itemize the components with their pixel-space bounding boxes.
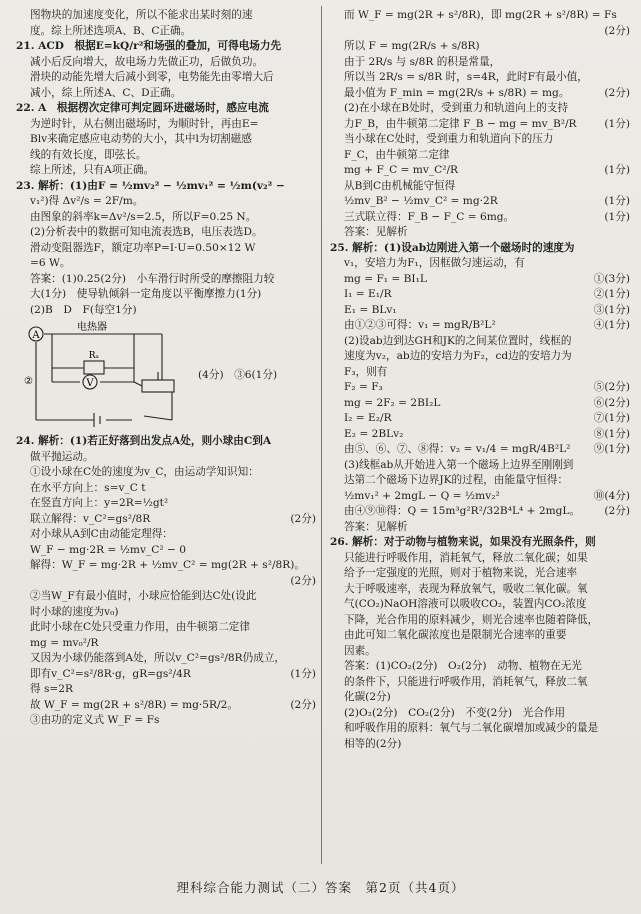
text-line (330, 628, 630, 644)
text-line (330, 458, 630, 474)
text-line (330, 70, 630, 86)
line-text: (2)分析表中的数据可知电流表选B，电压表选D。 (30, 226, 263, 238)
line-text: 又因为小球仍能落到A处，所以v_C²=gs²/8R仍成立， (30, 652, 286, 664)
line-text: ③由功的定义式 W_F = Fs (30, 714, 160, 726)
line-text: 的条件下，只能进行呼吸作用，消耗氧气，释放二氧 (344, 675, 588, 688)
text-line (330, 582, 630, 598)
text-line (16, 70, 316, 86)
text-line (330, 210, 630, 226)
text-line (330, 86, 630, 102)
score-mark: (2分) (604, 24, 630, 37)
text-line (330, 318, 630, 334)
line-text: 25. 解析：(1)设ab边刚进入第一个磁场时的速度为 (330, 241, 575, 254)
text-line (330, 349, 630, 365)
text-line (16, 241, 316, 257)
text-line (16, 225, 316, 241)
text-line (16, 117, 316, 133)
line-text: 滑动变阻器选F，额定功率P=I·U=0.50×12 W (30, 241, 256, 254)
text-line (16, 303, 316, 319)
line-text: 由于 2R/s 与 s/8R 的积是常量， (344, 55, 501, 68)
text-line (16, 481, 316, 497)
line-text: (2)在小球在B处时，受到重力和轨道向上的支持 (344, 102, 569, 114)
text-line (330, 566, 630, 582)
text-line (330, 473, 630, 489)
line-text: Blv来确定感应电动势的大小，其中l为切割磁感 (30, 133, 252, 145)
line-text: 由此可知二氧化碳浓度也是限制光合速率的重要 (344, 629, 567, 641)
circuit-score: (4分) ③6(1分) (198, 369, 278, 382)
text-line (330, 721, 630, 737)
text-line (16, 450, 316, 466)
score-mark: ⑥(2分) (593, 396, 630, 409)
text-line (16, 651, 316, 667)
line-text: 由①②③可得：v₁ = mgR/B²L² (344, 319, 496, 331)
text-line (330, 535, 630, 551)
text-line (16, 287, 316, 303)
text-line (16, 496, 316, 512)
line-text: (2)设ab边到达GH和JK的之间某位置时，线框的 (344, 334, 572, 347)
text-line (16, 86, 316, 102)
score-mark: ①(3分) (593, 272, 630, 285)
line-text: F₂ = F₃ (344, 381, 383, 393)
line-text: 三式联立得：F_B − F_C = 6mg。 (344, 210, 515, 223)
line-text: 解得：W_F = mg·2R + ½mv_C² = mg(2R + s²/8R)。 (30, 559, 305, 571)
text-line (16, 55, 316, 71)
left-column (16, 8, 316, 729)
text-line (330, 117, 630, 133)
line-text: 在水平方向上：s=v_C t (30, 481, 146, 494)
text-line (16, 132, 316, 148)
score-mark: (2分) (290, 698, 316, 711)
text-line (16, 620, 316, 636)
line-text: mg + F_C = mv_C²/R (344, 164, 459, 176)
text-line (330, 272, 630, 288)
text-line (16, 24, 316, 40)
text-line (16, 589, 316, 605)
line-text: E₁ = BLv₁ (344, 303, 397, 316)
line-text: 减小，综上所述A、C、D正确。 (30, 86, 182, 99)
text-line (16, 636, 316, 652)
text-line (330, 504, 630, 520)
circuit-diagram (22, 320, 316, 432)
text-line (16, 713, 316, 729)
right-column (330, 8, 630, 752)
text-line (16, 8, 316, 24)
line-text: ②当W_F有最小值时，小球应恰能到达C处(设此 (30, 590, 257, 602)
line-text: 答案：见解析 (344, 226, 408, 238)
line-text: 26. 解析：对于动物与植物来说，如果没有光照条件，则 (330, 536, 596, 548)
line-text: 时小球的速度为v₀) (30, 605, 119, 618)
line-text: (2)O₂(2分) CO₂(2分) 不变(2分) 光合作用 (344, 706, 566, 719)
line-text: 速度为v₂，ab边的安培力为F₂，cd边的安培力为 (344, 350, 572, 362)
text-line (330, 24, 630, 40)
line-text: 23. 解析：(1)由F = ½mv₂² − ½mv₁² = ½m(v₂² − (16, 179, 285, 192)
text-line (16, 101, 316, 117)
text-line (16, 698, 316, 714)
line-text: ①设小球在C处的速度为v_C，由运动学知识知： (30, 466, 259, 478)
line-text: 对小球从A到C由动能定理得： (30, 528, 173, 540)
text-line (16, 179, 316, 195)
line-text: ½mv₁² + 2mgL − Q = ½mv₂² (344, 489, 500, 502)
line-text: 减小后反向增大，故电场力先做正功，后做负功。 (30, 55, 264, 68)
text-line (330, 287, 630, 303)
line-text: 图物块的加速度变化，所以不能求出某时刻的速 (30, 9, 253, 21)
page-footer: 理科综合能力测试（二）答案 第2页（共4页） (176, 880, 465, 895)
score-mark: (2分) (604, 505, 630, 517)
text-line (330, 613, 630, 629)
line-text: 做平抛运动。 (30, 450, 94, 463)
score-mark: (1分) (290, 667, 316, 680)
line-text: 滑块的动能先增大后减小到零，电势能先由零增大后 (30, 71, 274, 83)
line-text: 24. 解析：(1)若正好落到出发点A处，则小球由C到A (16, 435, 272, 447)
text-line (16, 543, 316, 559)
line-text: v₁²)得 Δv²/s = 2F/m。 (30, 195, 144, 207)
text-line (330, 427, 630, 443)
text-line (330, 489, 630, 505)
text-line (330, 179, 630, 195)
line-text: 答案：见解析 (344, 520, 408, 533)
line-text: E₂ = 2BLv₂ (344, 427, 404, 440)
line-text: 给予一定强度的光照，则对于植物来说，光合速率 (344, 567, 578, 579)
line-text: 当小球在C处时，受到重力和轨道向下的压力 (344, 133, 554, 145)
text-line (330, 39, 630, 55)
left-text-block-2 (16, 434, 316, 729)
text-line (330, 55, 630, 71)
line-text: I₂ = E₂/R (344, 412, 392, 424)
text-line (330, 442, 630, 458)
resistor-label: Rₓ (88, 351, 100, 361)
score-mark: (1分) (604, 117, 630, 130)
line-text: 综上所述，只有A项正确。 (30, 164, 155, 176)
score-mark: ⑨(1分) (593, 443, 630, 455)
score-mark: (1分) (604, 210, 630, 223)
text-line (330, 194, 630, 210)
line-text: mg = F₁ = BI₁L (344, 272, 427, 285)
line-text: 答案：(1)CO₂(2分) O₂(2分) 动物、植物在无光 (344, 660, 582, 672)
text-line (330, 706, 630, 722)
text-line (16, 434, 316, 450)
line-text: 力F_B，由牛顿第二定律 F_B − mg = mv_B²/R (344, 117, 577, 130)
line-text: 相等的(2分) (344, 737, 402, 750)
text-line (16, 465, 316, 481)
line-text: v₁，安培力为F₁，因框做匀速运动，有 (344, 257, 525, 269)
text-line (16, 605, 316, 621)
text-line (330, 148, 630, 164)
line-text: 线的有效长度，即弦长。 (30, 148, 147, 161)
text-line (330, 132, 630, 148)
score-mark: ③(1分) (593, 303, 630, 316)
line-text: ½mv_B² − ½mv_C² = mg·2R (344, 195, 498, 207)
circuit-drawing (22, 320, 190, 432)
line-text: 由④⑨⑩得：Q = 15m³g²R²/32B⁴L⁴ + 2mgL。 (344, 505, 581, 517)
line-text: 得 s=2R (30, 683, 73, 695)
text-line (16, 574, 316, 590)
column-divider (321, 6, 322, 864)
text-line (330, 411, 630, 427)
line-text: 而 W_F = mg(2R + s²/8R)，即 mg(2R + s²/8R) = Fs (344, 9, 617, 21)
line-text: (3)线框ab从开始进入第一个磁场上边界至刚刚到 (344, 458, 574, 471)
line-text: mg = 2F₂ = 2BI₂L (344, 396, 441, 409)
line-text: 答案：(1)0.25(2分) 小车滑行时所受的摩擦阻力较 (30, 272, 275, 285)
right-text-block (330, 8, 630, 752)
text-line (16, 148, 316, 164)
line-text: 因素。 (344, 644, 376, 657)
text-line (330, 101, 630, 117)
line-text: 此时小球在C处只受重力作用，由牛顿第二定律 (30, 621, 250, 633)
line-text: 由⑤、⑥、⑦、⑧得：v₂ = v₁/4 = mgR/4B²L² (344, 443, 571, 455)
text-line (16, 527, 316, 543)
text-line (16, 256, 316, 272)
line-text: 即有v_C²=s²/8R·g，gR=gs²/4R (30, 667, 191, 680)
score-mark: ④(1分) (593, 319, 630, 331)
score-mark: ⑩(4分) (593, 489, 630, 502)
text-line (330, 380, 630, 396)
line-text: 由图象的斜率k=Δv²/s=2.5，所以F=0.25 N。 (30, 210, 257, 223)
text-line (16, 682, 316, 698)
line-text: 从B到C由机械能守恒得 (344, 179, 456, 192)
line-text: (2)B D F(每空1分) (30, 303, 137, 316)
circuit-mark: ② (24, 376, 33, 387)
text-line (330, 737, 630, 753)
score-mark: ⑤(2分) (593, 381, 630, 393)
score-mark: (2分) (604, 86, 630, 99)
heater-label: 电热器 (77, 322, 107, 333)
line-text: 达第二个磁场下边界JK的过程，由能量守恒得： (344, 474, 569, 486)
text-line (330, 365, 630, 381)
line-text: F_C，由牛顿第二定律 (344, 148, 450, 161)
line-text: 22. A 根据楞次定律可判定圆环进磁场时，感应电流 (16, 102, 269, 114)
line-text: 为逆时针，从右侧出磁场时，为顺时针，再由E= (30, 117, 259, 130)
score-mark: (1分) (604, 195, 630, 207)
line-text: 只能进行呼吸作用，消耗氧气，释放二氧化碳；如果 (344, 551, 588, 564)
score-mark: ⑧(1分) (593, 427, 630, 440)
voltmeter-label: V (86, 378, 94, 389)
text-line (330, 225, 630, 241)
line-text: 在竖直方向上：y=2R=½gt² (30, 497, 169, 509)
text-line (330, 163, 630, 179)
text-line (330, 241, 630, 257)
text-line (16, 163, 316, 179)
text-line (16, 210, 316, 226)
text-line (330, 256, 630, 272)
line-text: 化碳(2分) (344, 691, 391, 703)
score-mark: ⑦(1分) (593, 412, 630, 424)
score-mark: (2分) (290, 574, 316, 587)
text-line (330, 551, 630, 567)
line-text: 最小值为 F_min = mg(2R/s + s/8R) = mg。 (344, 86, 570, 99)
text-line (330, 396, 630, 412)
line-text: =6 W。 (30, 257, 71, 269)
text-line (330, 303, 630, 319)
text-line (330, 334, 630, 350)
line-text: F₃，则有 (344, 365, 388, 378)
line-text: 度。综上所述选项A、B、C正确。 (30, 24, 192, 37)
line-text: 下降，光合作用的原料减少，则光合速率也随着降低， (344, 613, 599, 626)
text-line (16, 512, 316, 528)
score-mark: (1分) (604, 164, 630, 176)
text-line (330, 690, 630, 706)
line-text: 联立解得：v_C²=gs²/8R (30, 512, 151, 525)
text-line (16, 194, 316, 210)
line-text: 大于呼吸速率，表现为释放氧气，吸收二氧化碳。氧 (344, 582, 588, 595)
score-mark: (2分) (290, 512, 316, 525)
text-line (16, 558, 316, 574)
line-text: 所以当 2R/s = s/8R 时，s=4R，此时F有最小值， (344, 71, 588, 83)
text-line (330, 644, 630, 660)
line-text: 大(1分) 使导轨倾斜一定角度以平衡摩擦力(1分) (30, 288, 262, 300)
text-line (16, 272, 316, 288)
line-text: 21. ACD 根据E=kQ/r²和场强的叠加，可得电场力先 (16, 40, 282, 52)
text-line (330, 675, 630, 691)
line-text: 故 W_F = mg(2R + s²/8R) = mg·5R/2。 (30, 698, 238, 711)
score-mark: ②(1分) (593, 288, 630, 300)
text-line (16, 667, 316, 683)
left-text-block (16, 8, 316, 318)
line-text: 和呼吸作用的原料：氧气与二氧化碳增加或减少的量是 (344, 722, 599, 734)
line-text: 气(CO₂)NaOH溶液可以吸收CO₂，装置内CO₂浓度 (344, 598, 587, 610)
text-line (330, 659, 630, 675)
text-line (330, 8, 630, 24)
text-line (330, 520, 630, 536)
line-text: mg = mv₀²/R (30, 636, 99, 649)
text-line (16, 39, 316, 55)
line-text: I₁ = E₁/R (344, 288, 392, 300)
text-line (330, 597, 630, 613)
ammeter-label: A (32, 330, 40, 341)
line-text: 所以 F = mg(2R/s + s/8R) (344, 40, 480, 52)
line-text: W_F − mg·2R = ½mv_C² − 0 (30, 543, 186, 556)
